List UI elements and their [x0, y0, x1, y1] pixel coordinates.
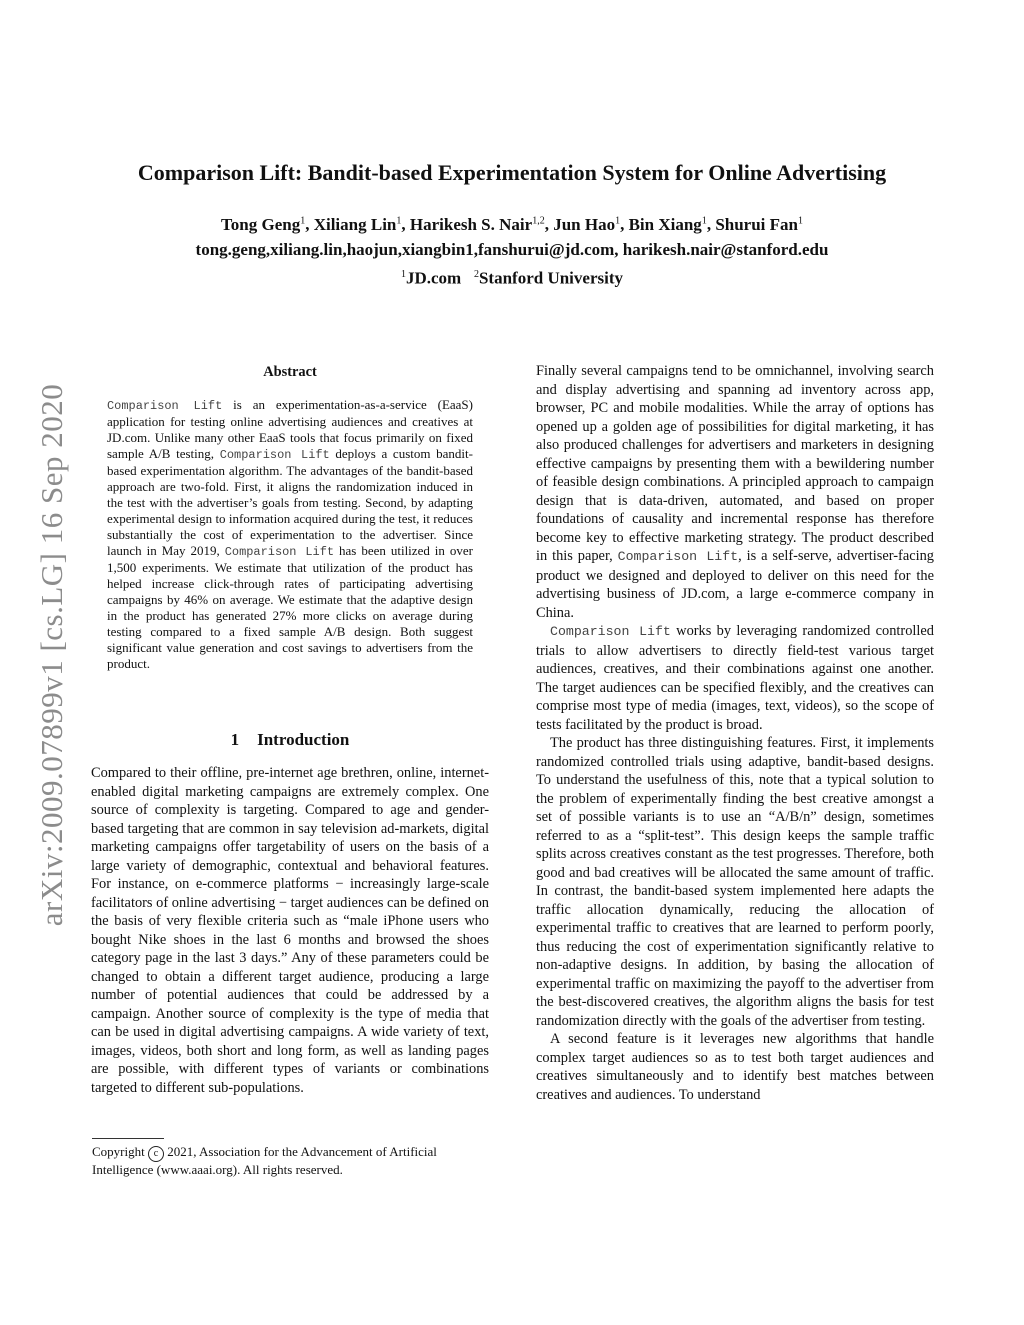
author: Xiliang Lin$^1$: [313, 214, 402, 234]
author: Harikesh S. Nair$^{1,2}$: [409, 214, 545, 234]
product-name: Comparison Lift: [550, 624, 671, 639]
author-emails: tong.geng,xiliang.lin,haojun,xiangbin1,fanshurui@jd.com, harikesh.nair@stanford.edu: [195, 239, 829, 259]
body-paragraph: The product has three distinguishing features. First, it implements randomized controlled trials using adaptive, bandit-based designs. To understand the usefulness of this, note that a typical solution to the problem of experimentally finding the best creative amongst a set of possible variants is to use an “A/B/n” design, sometimes referred to as a “split-test”. This design keeps the sample traffic splits across creatives constant as the test progresses. Therefore, both good and bad creatives will be allocated the same amount of traffic. In contrast, the bandit-based system implemented here adapts the traffic allocation dynamically, reducing the allocation of experimental traffic to creatives that are learned to perform poorly, thus reducing the cost of experimentation significantly relative to non-adaptive designs. In addition, by basing the allocation of experimental traffic on maximizing the payoff to the advertiser from the best-discovered creatives, the algorithm aligns the basis for test randomization directly with the goals of the advertiser from testing.: [536, 735, 934, 1029]
body-paragraph: A second feature is it leverages new algorithms that handle complex target audiences so as to test both target audiences and creatives simultaneously and to identify best matches between creatives and audiences. To understand: [536, 1031, 934, 1103]
copyright-notice: Copyright c 2021, Association for the Advancement of Artificial Intelligence (www.aaai.org). All rights reserved.: [92, 1144, 437, 1177]
author-names: Tong Geng$^1$, Xiliang Lin$^1$, Harikesh S. Nair$^{1,2}$, Jun Hao$^1$, Bin Xiang$^1$, Shurui Fan$^1$: [220, 214, 803, 234]
author: Tong Geng$^1$: [220, 214, 306, 234]
product-name: Comparison Lift: [617, 549, 739, 564]
abstract-body: Comparison Lift is an experimentation-as-a-service (EaaS) application for testing online advertising audiences and creatives at JD.com. Unlike many other EaaS tools that focus primarily on fixed sample A/B testing, Comparison Lift deploys a custom bandit-based experimentation algorithm. The advantages of the bandit-based approach are two-fold. First, it aligns the randomization induced in the test with the advertiser’s goals from testing. Second, by adapting experimental design to information acquired during the test, it reduces substantially the cost of experimentation to the advertiser. Since launch in May 2019, Comparison Lift has been utilized in over 1,500 experiments. We estimate that utilization of the product has helped increase click-through rates of participating advertising campaigns by 46% on average. We estimate that the adaptive design in the product has generated 27% more clicks on average during testing compared to a fixed sample A/B design. Both suggest significant value generation and cost savings to advertisers from the product.: [107, 397, 473, 671]
product-name: Comparison Lift: [224, 545, 335, 559]
copyright-symbol: c: [148, 1146, 164, 1162]
arxiv-identifier: arXiv:2009.07899v1 [cs.LG] 16 Sep 2020: [34, 383, 69, 927]
footnote-rule: [92, 1138, 164, 1139]
author: Shurui Fan$^1$: [715, 214, 803, 234]
product-name: Comparison Lift: [219, 448, 330, 462]
intro-paragraph: Compared to their offline, pre-internet age brethren, online, internet-enabled digital marketing campaigns are extremely complex. One source of complexity is targeting. Compared to age and gender-based targeting that are common in say television ad-markets, digital marketing campaigns offer targetability of users on the basis of a large variety of demographic, contextual and behavioral features. For instance, on e-commerce platforms − increasingly large-scale facilitators of online advertising − target audiences can be defined on the basis of very flexible criteria such as “male iPhone users who bought Nike shoes in the last 6 months and browsed the shoes category page in the last 3 days.” Any of these parameters could be changed to obtain a different target audience, producing a large number of potential audiences that could be addressed by a campaign. Another source of complexity is the type of media that can be used in digital advertising campaigns. A wide variety of text, images, videos, both short and long form, as well as landing pages are possible, with different types of variants or combinations targeted to different sub-populations.: [91, 765, 489, 1096]
body-paragraph: Comparison Lift works by leveraging randomized controlled trials to allow advertisers to directly field-test various target audiences, creatives, and their combinations against one another. The target audiences can be specified flexibly, and the creatives can comprise most type of media (images, text, videos), so the scope of tests facilitated by the product is broad.: [536, 623, 934, 733]
body-paragraph: Finally several campaigns tend to be omnichannel, involving search and display advertising and spanning ad inventory across app, browser, PC and mobile modalities. While the array of options has opened up a golden age of possibilities for digital marketing, it has also produced challenges for advertisers and marketers in designing effective campaigns by presenting them with a bewildering number of feasible design combinations. A principled approach to campaign design that is data-driven, automated, and based on proper foundations of causality and incremental response has therefore become key to effective marketing strategy. The product described in this paper, Comparison Lift, is a self-serve, advertiser-facing product we designed and deployed to deliver on this need for the advertising business of JD.com, a large e-commerce company in China.: [536, 363, 934, 621]
section-heading-introduction: 1 Introduction: [230, 730, 350, 749]
paper-title: Comparison Lift: Bandit-based Experimentation System for Online Advertising: [137, 160, 887, 185]
abstract-heading: Abstract: [263, 364, 317, 380]
author-block: [0, 208, 1024, 290]
right-column: [536, 362, 934, 1104]
author: Bin Xiang$^1$: [628, 214, 707, 234]
product-name: Comparison Lift: [107, 399, 223, 413]
author-affiliations: $^1$JD.com $^2$Stanford University: [400, 268, 623, 288]
author: Jun Hao$^1$: [553, 214, 621, 234]
left-column: [91, 764, 489, 1097]
